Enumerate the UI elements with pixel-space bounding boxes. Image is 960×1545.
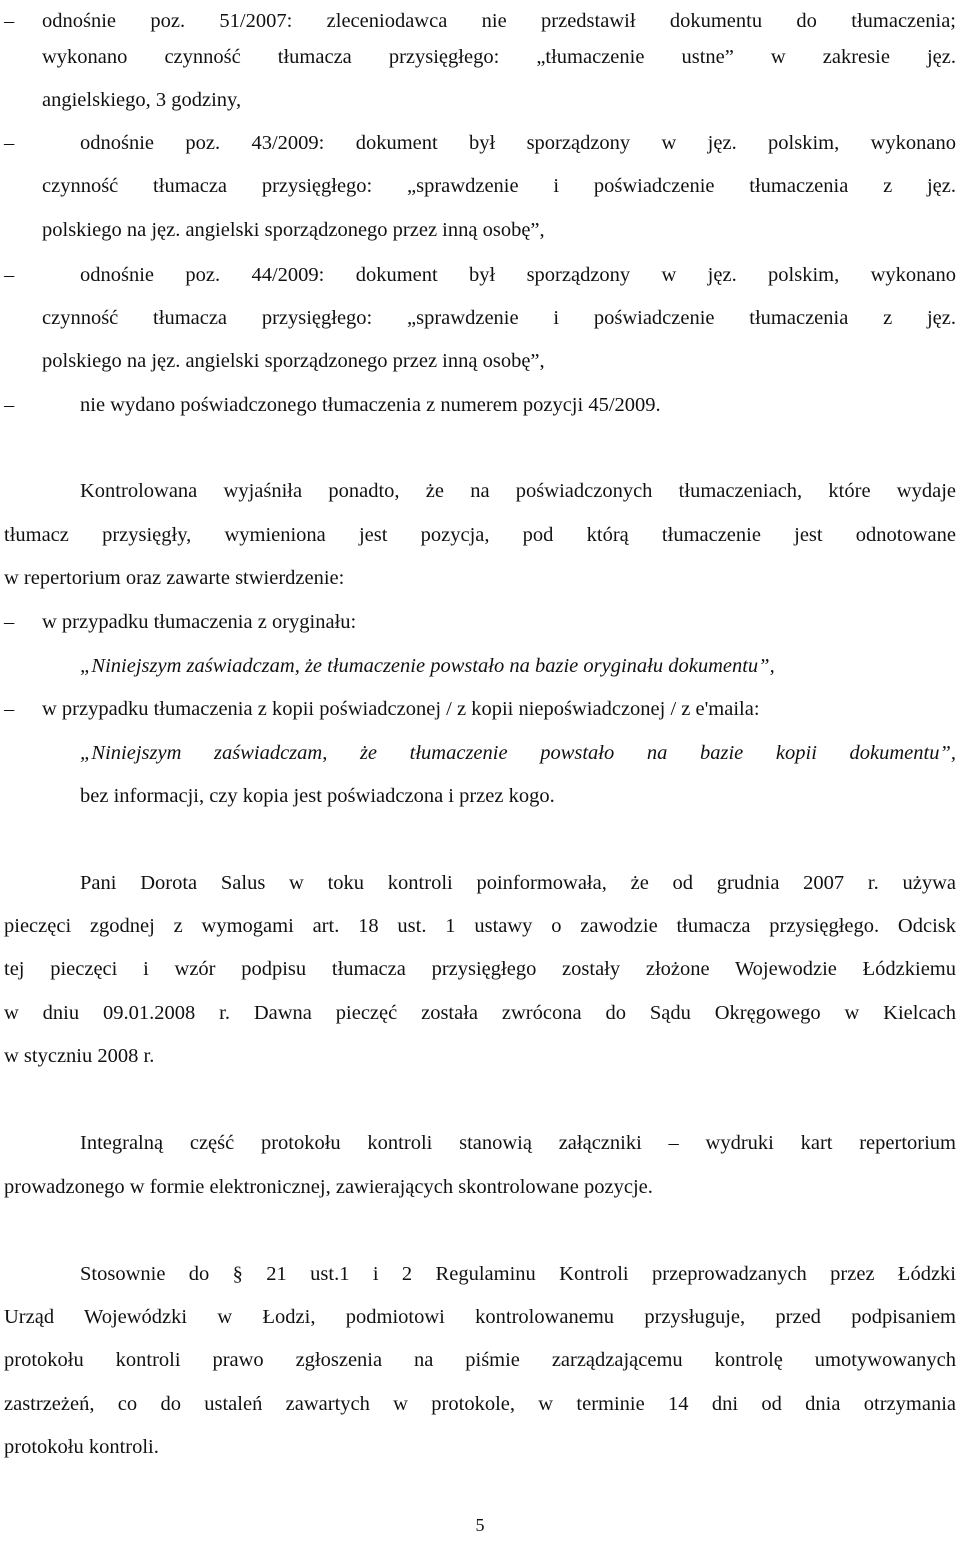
paragraph-line: [0, 905, 960, 948]
paragraph-line: [0, 1166, 960, 1209]
paragraph-line: [0, 1296, 960, 1339]
list-item: [0, 254, 960, 297]
dash-bullet: –: [4, 10, 15, 32]
paragraph-text: Stosownie do § 21 ust.1 i 2 Regulaminu Kontroli przeprowadzanych przez Łódzki: [80, 1263, 956, 1285]
list-item-text: w przypadku tłumaczenia z oryginału:: [42, 611, 357, 633]
paragraph-line: [0, 1383, 960, 1426]
list-item-continuation: [0, 79, 960, 122]
paragraph-line: [0, 470, 960, 513]
paragraph-line: [0, 775, 960, 818]
paragraph-text: pieczęci zgodnej z wymogami art. 18 ust. 1 ustawy o zawodzie tłumacza przysięgłego. Odcisk: [4, 915, 956, 937]
paragraph-line: [0, 1122, 960, 1165]
list-item-text: w przypadku tłumaczenia z kopii poświadczonej / z kopii niepoświadczonej / z e'maila:: [42, 698, 760, 720]
paragraph-text: Urząd Wojewódzki w Łodzi, podmiotowi kontrolowanemu przysługuje, przed podpisaniem: [4, 1306, 956, 1328]
list-item: [0, 384, 960, 427]
paragraph-text: tłumacz przysięgły, wymieniona jest pozycja, pod którą tłumaczenie jest odnotowane: [4, 524, 956, 546]
paragraph-line: [0, 1253, 960, 1296]
quote-line: [0, 645, 960, 688]
list-item-text: czynność tłumacza przysięgłego: „sprawdzenie i poświadczenie tłumaczenia z jęz.: [42, 175, 956, 197]
list-item-text: polskiego na jęz. angielski sporządzonego przez inną osobę”,: [42, 350, 545, 372]
paragraph-line: [0, 1426, 960, 1469]
list-item-continuation: [0, 340, 960, 383]
list-item-continuation: [0, 36, 960, 79]
dash-bullet: –: [4, 698, 15, 720]
paragraph-line: [0, 514, 960, 557]
quote-line: [0, 732, 960, 775]
dash-bullet: –: [4, 394, 15, 416]
paragraph-line: [0, 862, 960, 905]
paragraph-text: zastrzeżeń, co do ustaleń zawartych w protokole, w terminie 14 dni od dnia otrzymania: [4, 1393, 956, 1415]
list-item-text: angielskiego, 3 godziny,: [42, 89, 242, 111]
list-item-continuation: [0, 165, 960, 208]
paragraph-line: [0, 1339, 960, 1382]
list-item-text: nie wydano poświadczonego tłumaczenia z numerem pozycji 45/2009.: [80, 394, 661, 416]
paragraph-text: Kontrolowana wyjaśniła ponadto, że na poświadczonych tłumaczeniach, które wydaje: [80, 480, 956, 502]
paragraph-text: Pani Dorota Salus w toku kontroli poinformowała, że od grudnia 2007 r. używa: [80, 872, 956, 894]
paragraph-text: Integralną część protokołu kontroli stanowią załączniki – wydruki kart repertorium: [80, 1132, 956, 1154]
list-item-text: odnośnie poz. 51/2007: zleceniodawca nie przedstawił dokumentu do tłumaczenia;: [42, 10, 956, 32]
paragraph-text: w repertorium oraz zawarte stwierdzenie:: [4, 567, 345, 589]
paragraph-text: protokołu kontroli.: [4, 1436, 159, 1458]
paragraph-text: w dniu 09.01.2008 r. Dawna pieczęć została zwrócona do Sądu Okręgowego w Kielcach: [4, 1002, 956, 1024]
paragraph-text: prowadzonego w formie elektronicznej, zawierających skontrolowane pozycje.: [4, 1176, 653, 1198]
dash-bullet: –: [4, 611, 15, 633]
paragraph-text: tej pieczęci i wzór podpisu tłumacza przysięgłego zostały złożone Wojewodzie Łódzkiemu: [4, 958, 956, 980]
page-number: 5: [475, 1515, 485, 1535]
list-item: [0, 122, 960, 165]
quote-text: „Niniejszym zaświadczam, że tłumaczenie powstało na bazie kopii dokumentu”,: [80, 742, 956, 764]
list-item-continuation: [0, 297, 960, 340]
dash-bullet: –: [4, 132, 15, 154]
paragraph-text: w styczniu 2008 r.: [4, 1045, 155, 1067]
paragraph-line: [0, 1035, 960, 1078]
quote-text: „Niniejszym zaświadczam, że tłumaczenie powstało na bazie oryginału dokumentu”,: [80, 655, 775, 677]
paragraph-line: [0, 557, 960, 600]
list-item-text: czynność tłumacza przysięgłego: „sprawdzenie i poświadczenie tłumaczenia z jęz.: [42, 307, 956, 329]
paragraph-text: bez informacji, czy kopia jest poświadczona i przez kogo.: [80, 785, 555, 807]
paragraph-line: [0, 992, 960, 1035]
dash-bullet: –: [4, 264, 15, 286]
list-item: [0, 601, 960, 644]
paragraph-text: protokołu kontroli prawo zgłoszenia na piśmie zarządzającemu kontrolę umotywowanych: [4, 1349, 956, 1371]
list-item: [0, 688, 960, 731]
list-item-text: wykonano czynność tłumacza przysięgłego: „tłumaczenie ustne” w zakresie jęz.: [42, 46, 956, 68]
list-item-text: polskiego na jęz. angielski sporządzonego przez inną osobę”,: [42, 219, 545, 241]
list-item-continuation: [0, 209, 960, 252]
paragraph-line: [0, 948, 960, 991]
list-item-text: odnośnie poz. 44/2009: dokument był sporządzony w jęz. polskim, wykonano: [80, 264, 956, 286]
list-item-text: odnośnie poz. 43/2009: dokument był sporządzony w jęz. polskim, wykonano: [80, 132, 956, 154]
